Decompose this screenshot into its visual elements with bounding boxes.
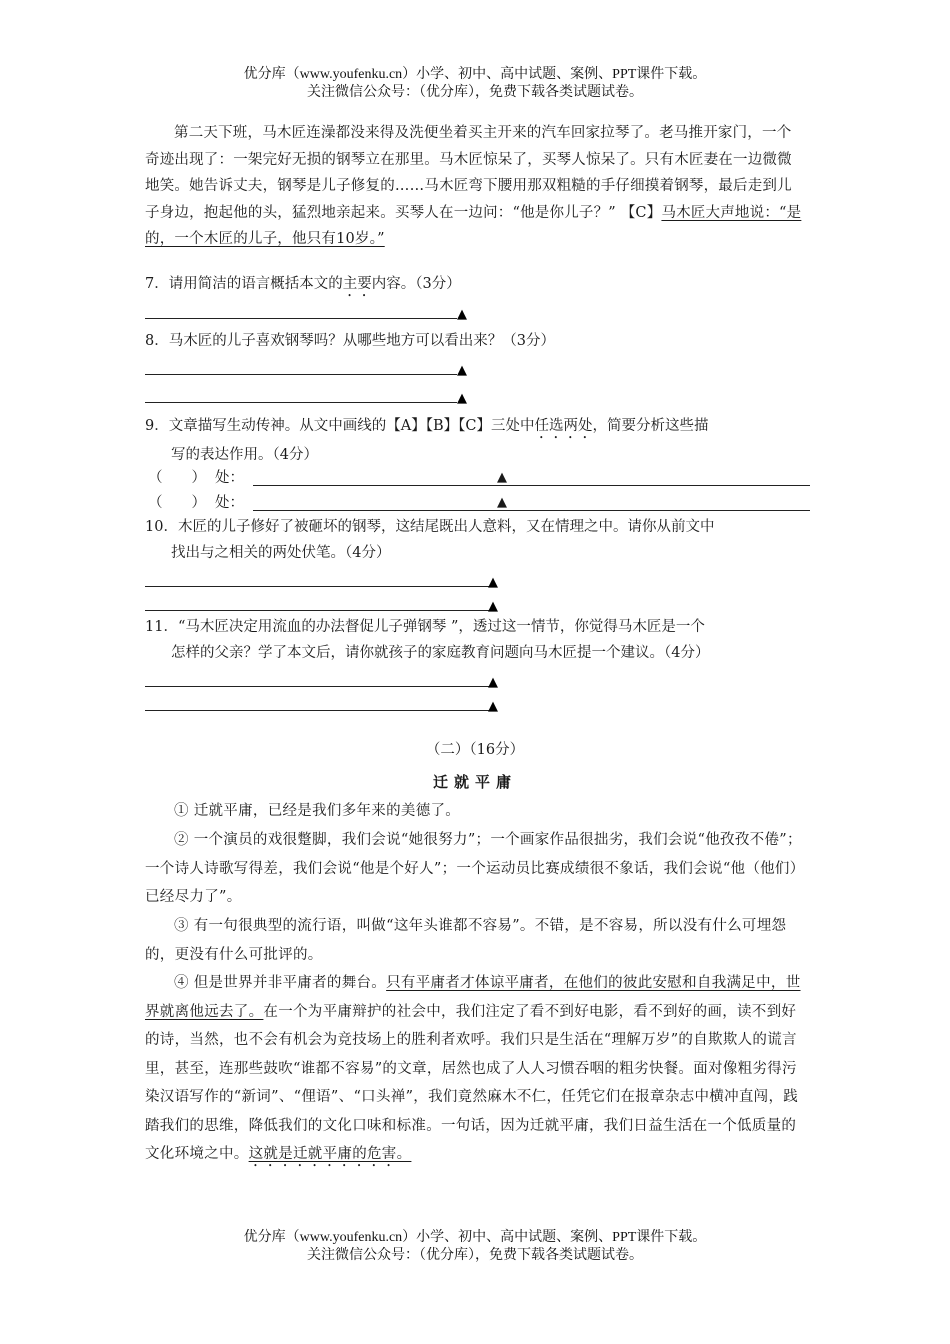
question-7: 7．请用简洁的语言概括本文的主要内容。（3分） — [145, 276, 461, 292]
choice-paren[interactable]: （ ） — [148, 495, 206, 511]
answer-line-q11-2[interactable] — [145, 694, 510, 712]
footer-line-2: 关注微信公众号：（优分库），免费下载各类试题试卷。 — [307, 1248, 643, 1263]
essay-paragraph-2: ② 一个演员的戏很蹩脚，我们会说“她很努力”；一个画家作品很拙劣，我们会说“他孜孜不倦”；一个诗人诗歌写得差，我们会说“他是个好人”；一个运动员比赛成绩很不象话，我们会说“他（他们）已经尽力了”。 — [145, 832, 805, 905]
page-header — [0, 66, 950, 102]
emphasis-dotted: 任选两处 — [534, 418, 593, 434]
dotted-underlined-sentence: 这就是迁就平庸的危害。 — [248, 1146, 412, 1162]
emphasis-dotted: 主要 — [342, 276, 372, 292]
essay-paragraph-4: ④ 但是世界并非平庸者的舞台。只有平庸者才体谅平庸者，在他们的彼此安慰和自我满足中，世界就离他远去了。在一个为平庸辩护的社会中，我们注定了看不到好电影，看不到好的画，读不到好的诗，当然，也不会有机会为竞技场上的胜利者欢呼。我们只是生活在“理解万岁”的自欺欺人的谎言里，甚至，连那些鼓吹“谁都不容易”的文章，居然也成了人人习惯吞咽的粗劣快餐。面对像粗劣得污染汉语写作的“新词”、“俚语”、“口头禅”，我们竟然麻木不仁，任凭它们在报章杂志中横冲直闯，践踏我们的思维，降低我们的文化口味和标准。一句话，因为迁就平庸，我们日益生活在一个低质量的文化环境之中。这就是迁就平庸的危害。 — [145, 975, 801, 1162]
footer-line-1: 优分库（www.youfenku.cn）小学、初中、高中试题、案例、PPT课件下载。 — [243, 1230, 707, 1245]
essay-paragraph-1: ① 迁就平庸，已经是我们多年来的美德了。 — [174, 803, 461, 819]
choice-paren[interactable]: （ ） — [148, 470, 206, 486]
question-9: 9．文章描写生动传神。从文中画线的【A】【B】【C】三处中任选两处，简要分析这些描 写的表达作用。（4分） — [145, 418, 709, 463]
header-line-1: 优分库（www.youfenku.cn）小学、初中、高中试题、案例、PPT课件下载。 — [243, 67, 707, 82]
answer-triangle-icon: ▲ — [457, 391, 467, 406]
story-text: 第二天下班，马木匠连澡都没来得及洗便坐着买主开来的汽车回家拉琴了。老马推开家门，一个奇迹出现了：一架完好无损的钢琴立在那里。马木匠惊呆了，买琴人惊呆了。只有木匠妻在一边微微地笑。她告诉丈夫，钢琴是儿子修复的……马木匠弯下腰用那双粗糙的手仔细摸着钢琴，最后走到儿子身边，抱起他的头，猛烈地亲起来。买琴人在一边问：“他是你儿子？” — [145, 125, 792, 221]
answer-row-q9-2[interactable]: （ ） 处： ▲ — [145, 492, 810, 514]
answer-line-q10-1[interactable] — [145, 570, 510, 588]
answer-line-q8-1[interactable] — [145, 358, 475, 376]
answer-line-q8-2[interactable] — [145, 386, 475, 404]
answer-triangle-icon: ▲ — [488, 699, 498, 714]
page-footer — [0, 1229, 950, 1265]
question-10: 10．木匠的儿子修好了被砸坏的钢琴，这结尾既出人意料，又在情理之中。请你从前文中 找出与之相关的两处伏笔。（4分） — [145, 519, 715, 561]
answer-line-q11-1[interactable] — [145, 670, 510, 688]
essay-paragraph-3: ③ 有一句很典型的流行语，叫做“这年头谁都不容易”。不错，是不容易，所以没有什么可埋怨的，更没有什么可批评的。 — [145, 918, 787, 963]
header-line-2: 关注微信公众号：（优分库），免费下载各类试题试卷。 — [307, 85, 643, 100]
question-8: 8．马木匠的儿子喜欢钢琴吗？从哪些地方可以看出来？（3分） — [145, 333, 555, 349]
answer-line-q7[interactable] — [145, 302, 475, 320]
answer-row-q9-1[interactable]: （ ） 处： ▲ — [145, 467, 810, 489]
question-11: 11．“马木匠决定用流血的办法督促儿子弹钢琴 ”，透过这一情节，你觉得马木匠是一个 怎样的父亲？学了本文后，请你就孩子的家庭教育问题向马木匠提一个建议。（4分） — [145, 619, 710, 661]
answer-line-q10-2[interactable] — [145, 594, 510, 612]
essay-title: 迁就平庸 — [432, 773, 517, 791]
story-final-paragraph — [145, 120, 805, 253]
answer-triangle-icon: ▲ — [488, 675, 498, 690]
section-2-label: （二）（16分） — [425, 742, 525, 758]
underlined-sentence: 只有平庸者才体谅平庸者，在他们的彼此安慰和自我满足中，世界就离他远去了。 — [145, 975, 801, 1020]
underlined-passage-c: 马木匠大声地说：“是的，一个木匠的儿子，他只有10岁。” — [145, 204, 802, 247]
answer-triangle-icon: ▲ — [497, 470, 507, 485]
answer-triangle-icon: ▲ — [457, 307, 467, 322]
answer-triangle-icon: ▲ — [497, 495, 507, 510]
answer-triangle-icon: ▲ — [488, 575, 498, 590]
answer-triangle-icon: ▲ — [457, 363, 467, 378]
marker-c: 【C】 — [620, 204, 662, 221]
answer-triangle-icon: ▲ — [488, 599, 498, 614]
